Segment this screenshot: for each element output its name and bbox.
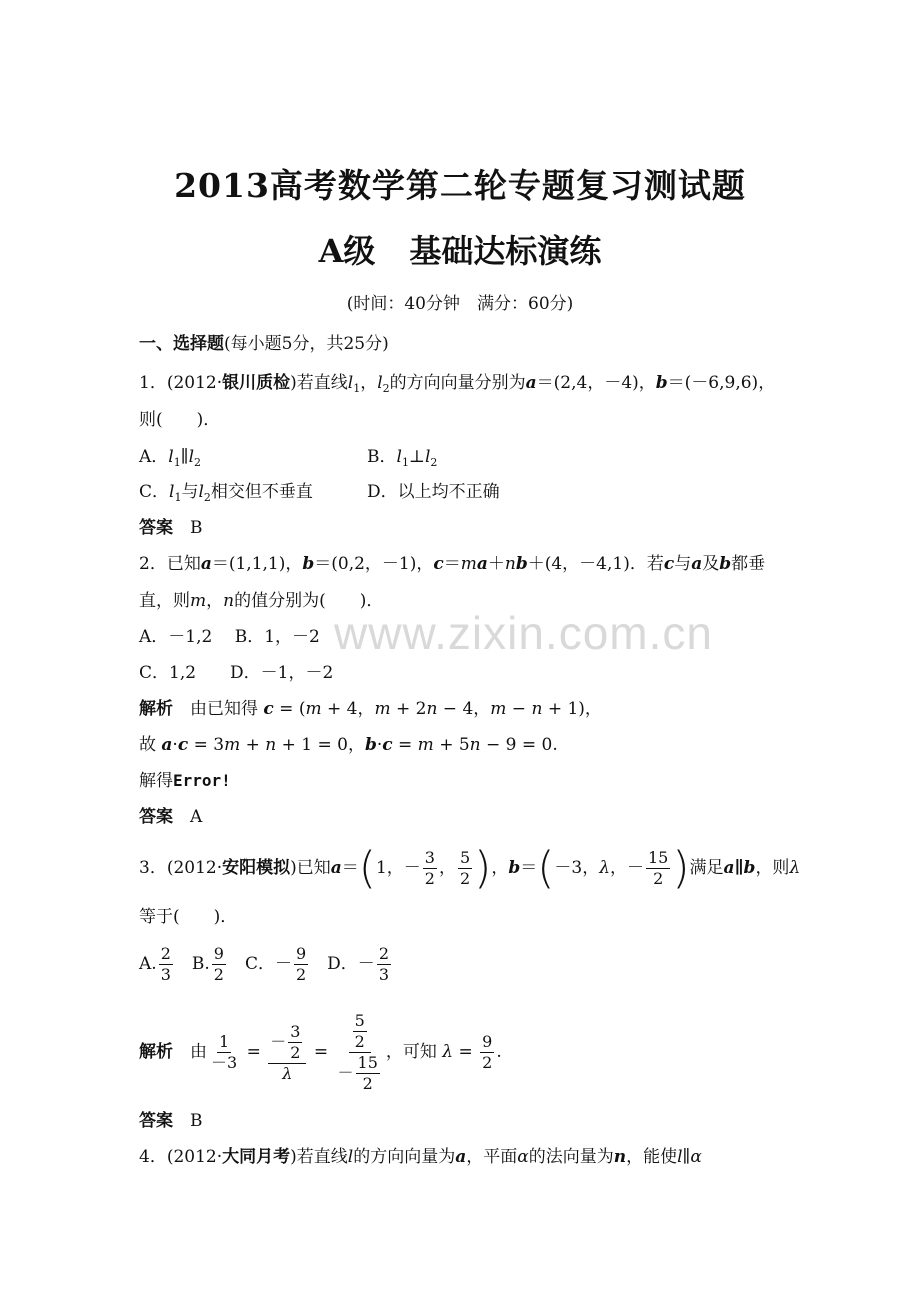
q1-options-cd: C．$l_1$与$l_2$相交但不垂直 D．以上均不正确 [139,482,500,504]
q2-solution-3: 解得Error! [139,771,231,791]
section-heading: 一、选择题(每小题5分，共25分) [139,334,389,354]
q2-options-ab: A．－1,2 B．1，－2 [139,627,320,647]
q1-options-ab: A．$l_1\parallel l_2$ B．$l_1\perp l_2$ [139,447,438,469]
page-subtitle: A级 基础达标演练 [318,232,602,270]
q3-solution: 解析 由 $\frac{1}{-3}$ = － $\frac{3}{2}$ λ = $\frac{5}{2}$ － $\frac{15}{2}$ ，可知 λ = $\frac{9}{2}$ . [139,1011,502,1093]
q2-stem-cont: 直，则m，n的值分别为( )． [139,591,384,611]
q2-options-cd: C．1,2 D．－1，－2 [139,663,334,683]
q3-stem-cont: 等于( )． [139,907,238,927]
q2-stem: 2．已知a＝(1,1,1)，b＝(0,2，－1)，c＝ma＋nb＋(4，－4,1)．若c与a及b都垂 [139,554,766,574]
q3-options: A. $\frac{2}{3}$ B. $\frac{9}{2}$ C．－ $\frac{9}{2}$ D．－ $\frac{2}{3}$ [139,944,389,984]
q2-solution-2: 故 a·c = 3m + n + 1 = 0，b·c = m + 5n − 9 = 0. [139,735,558,755]
q2-solution-1: 解析 由已知得 c = (m + 4，m + 2n − 4，m − n + 1)， [139,699,602,719]
page-title: 2013高考数学第二轮专题复习测试题 [174,166,746,205]
q4-stem: 4．(2012·大同月考)若直线l的方向向量为a，平面α的法向量为n，能使l∥α [139,1147,702,1167]
q3-stem: 3．(2012·安阳模拟)已知a＝(1，－ $\frac{3}{2}$ ， $\frac{5}{2}$ )，b＝(－3，λ，－ $\frac{15}{2}$ )满足a∥b，则λ [139,842,801,894]
watermark: www.zixin.com.cn [334,607,713,659]
q3-answer: 答案 B [139,1111,203,1131]
exam-meta: (时间：40分钟 满分：60分) [346,294,574,314]
q2-answer: 答案 A [139,807,203,827]
q1-answer: 答案 B [139,518,203,538]
q1-stem: 1．(2012·银川质检)若直线$l_1$，$l_2$的方向向量分别为a＝(2,4，－4)，b＝(－6,9,6)， [139,373,776,395]
q1-stem-cont: 则( )． [139,410,221,430]
